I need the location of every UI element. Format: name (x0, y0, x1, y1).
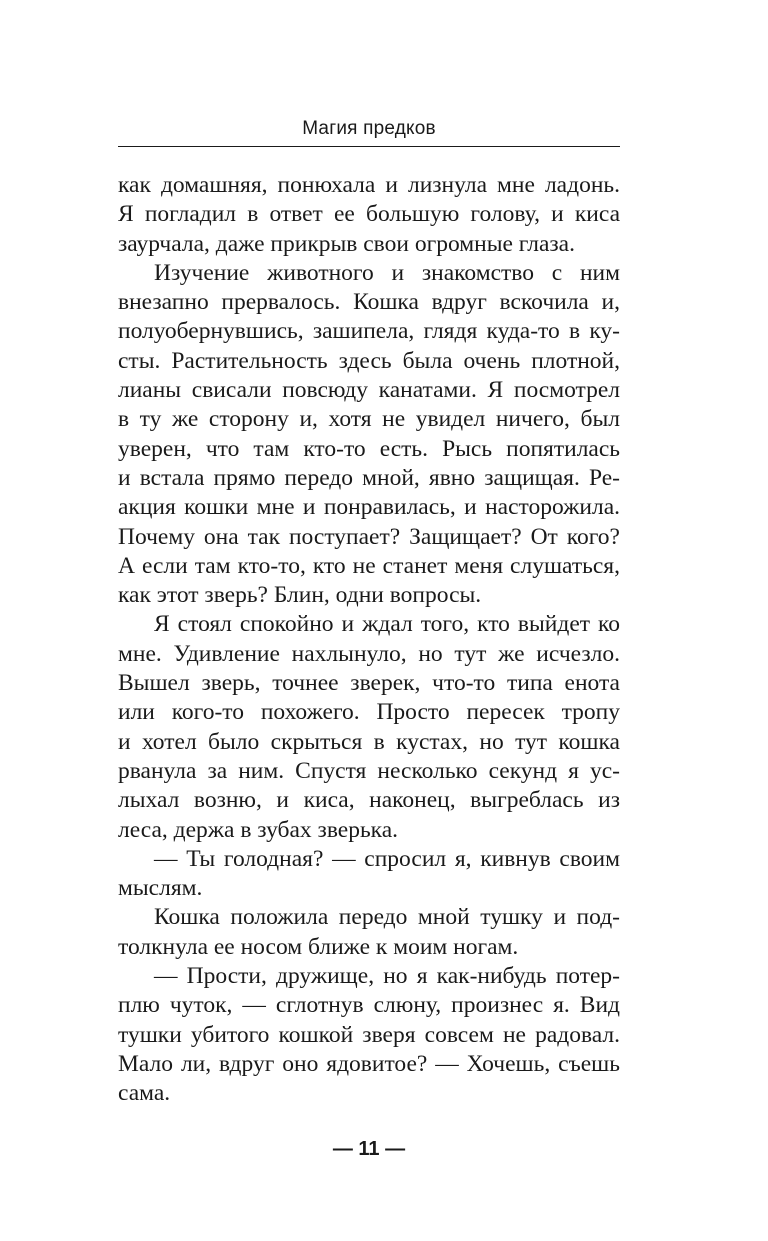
text-line: лианы свисали повсюду канатами. Я посмотрел (118, 377, 620, 404)
text-line: рванула за ним. Спустя несколько секунд я ус- (118, 757, 620, 784)
text-line: сама. (118, 1080, 171, 1107)
text-line: А если там кто-то, кто не станет меня слушаться, (118, 552, 620, 579)
page-number: — 11 — (332, 1138, 406, 1160)
text-line: и хотел было скрыться в кустах, но тут кошка (118, 728, 620, 755)
text-line: — Ты голодная? — спросил я, кивнув своим (154, 845, 620, 872)
text-line: и встала прямо передо мной, явно защищая. Ре- (118, 464, 620, 491)
text-line: мыслям. (118, 875, 203, 902)
text-line: как домашняя, понюхала и лизнула мне ладонь. (118, 172, 620, 198)
header-rule (118, 146, 620, 147)
text-line: Вышел зверь, точнее зверек, что-то типа енота (118, 670, 620, 697)
text-line: в ту же сторону и, хотя не увидел ничего, был (118, 406, 620, 433)
running-title: Магия предков (302, 118, 436, 139)
text-line: сты. Растительность здесь была очень плотной, (118, 347, 620, 374)
text-line: внезапно прервалось. Кошка вдруг вскочила и, (118, 289, 620, 316)
text-line: леса, держа в зубах зверька. (118, 816, 399, 843)
text-line: мне. Удивление нахлынуло, но тут же исчезло. (118, 640, 620, 667)
text-line: Кошка положила передо мной тушку и под- (154, 904, 620, 931)
text-line: тушки убитого кошкой зверя совсем не радовал. (118, 1021, 620, 1048)
text-line: толкнула ее носом ближе к моим ногам. (118, 933, 519, 960)
text-line: Я стоял спокойно и ждал того, кто выйдет ко (154, 611, 620, 638)
text-line: как этот зверь? Блин, одни вопросы. (118, 582, 482, 609)
text-line: Я погладил в ответ ее большую голову, и киса (118, 201, 620, 228)
text-line: акция кошки мне и понравилась, и насторожила. (118, 494, 620, 521)
text-line: плю чуток, — сглотнув слюну, произнес я. Вид (118, 992, 620, 1019)
text-line: или кого-то похожего. Просто пересек тропу (118, 699, 620, 726)
text-line: Почему она так поступает? Защищает? От кого? (118, 523, 620, 550)
text-line: лыхал возню, и киса, наконец, выгреблась из (118, 787, 620, 814)
text-line: Изучение животного и знакомство с ним (154, 259, 620, 286)
text-line: заурчала, даже прикрыв свои огромные глаза. (118, 230, 575, 257)
text-line: полуобернувшись, зашипела, глядя куда-то в ку- (118, 318, 620, 345)
text-line: уверен, что там кто-то есть. Рысь попятилась (118, 435, 620, 462)
body-text (118, 171, 620, 1109)
text-line: Мало ли, вдруг оно ядовитое? — Хочешь, съешь (118, 1050, 620, 1077)
text-line: — Прости, дружище, но я как-нибудь потер- (154, 963, 620, 990)
